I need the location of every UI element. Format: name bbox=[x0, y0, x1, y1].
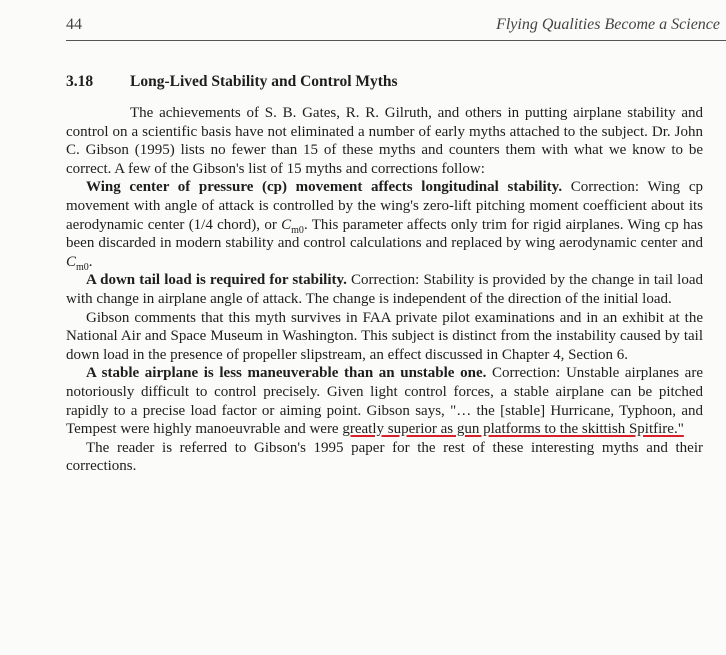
myth-1-text-c: . bbox=[88, 253, 93, 270]
myth-paragraph-2 bbox=[66, 271, 703, 308]
gibson-comment-paragraph bbox=[66, 309, 703, 365]
myth-3-title: A stable airplane is less maneuverable than an unstable one. bbox=[86, 365, 487, 382]
closing-text: The reader is referred to Gibson's 1995 paper for the rest of these interesting myths and their corrections. bbox=[66, 439, 703, 475]
cm0-symbol: C bbox=[281, 216, 292, 233]
page-number: 44 bbox=[66, 16, 82, 33]
section-title: Long-Lived Stability and Control Myths bbox=[130, 73, 398, 90]
body-text bbox=[66, 104, 703, 476]
myth-2-title: A down tail load is required for stability. bbox=[86, 272, 347, 289]
section-heading bbox=[66, 73, 398, 91]
intro-text: The achievements of S. B. Gates, R. R. Gilruth, and others in putting airplane stability and control on a scientific basis have not eliminated a number of early myths attached to the subject. Dr. John C. Gibson (1995) lists no fewer than 15 of these myths and counters them with what we know to be correct. A few of the Gibson's list of 15 myths and corrections follow: bbox=[66, 105, 703, 177]
intro-paragraph bbox=[66, 104, 703, 178]
myth-2-text: Correction: Stability is provided by the change in tail load with change in airplane angle of attack. The change is independent of the direction of the initial load. bbox=[66, 272, 703, 307]
myth-paragraph-3 bbox=[66, 364, 703, 438]
gibson-comment-text: Gibson comments that this myth survives in FAA private pilot examinations and in an exhibit at the National Air and Space Museum in Washington. This subject is distinct from the instability caused by tail down load in the presence of propeller slipstream, an effect discussed in Chapter 4, Section 6. bbox=[66, 309, 703, 363]
myth-1-text-b: . This parameter affects only trim for rigid airplanes. Wing cp has been discarded in modern stability and control calculations and replaced by wing aerodynamic center and bbox=[66, 216, 703, 252]
cm0-subscript-2: m0 bbox=[76, 261, 89, 273]
myth-3-text: Correction: Unstable airplanes are notoriously difficult to control precisely. Given light control forces, a stable airplane can be pitched rapidly to a precise load factor or aiming point. Gibson says, "… the [stable] Hurricane, Typhoon, and Tempest were highly manoeuvrable and were bbox=[66, 365, 703, 438]
page-header bbox=[66, 14, 720, 36]
myth-1-text-a: Correction: Wing cp movement with angle of attack is controlled by the wing's zero-lift pitching moment coefficient about its aerodynamic center (1/4 chord), or bbox=[66, 179, 703, 233]
running-title: Flying Qualities Become a Science bbox=[496, 16, 720, 33]
closing-paragraph bbox=[66, 439, 703, 476]
header-rule bbox=[66, 40, 726, 41]
section-number: 3.18 bbox=[66, 73, 94, 90]
cm0-symbol-2: C bbox=[66, 253, 77, 270]
underlined-quote: greatly superior as gun platforms to the skittish Spitfire." bbox=[342, 421, 684, 438]
myth-1-title: Wing center of pressure (cp) movement affects longitudinal stability. bbox=[86, 179, 563, 196]
cm0-subscript: m0 bbox=[291, 224, 304, 236]
myth-paragraph-1 bbox=[66, 178, 703, 271]
